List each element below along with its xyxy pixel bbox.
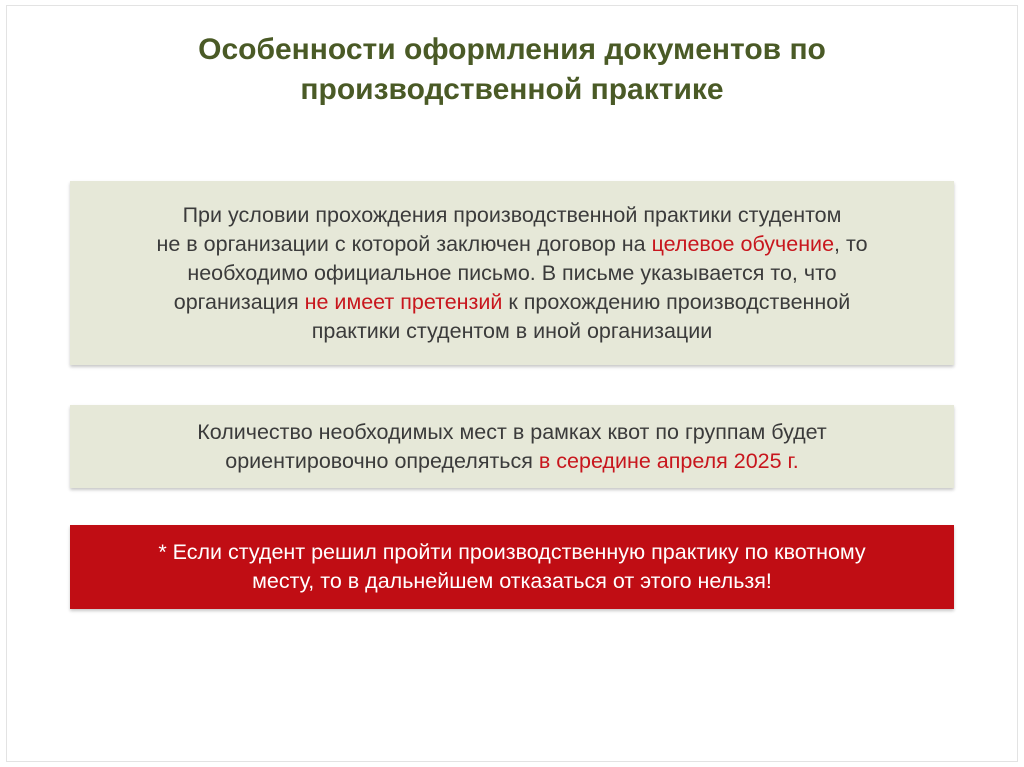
box1-line-2-text-b: , то: [834, 231, 868, 256]
box1-line-4-text-a: организация: [173, 289, 305, 314]
warning-line-1: * Если студент решил пройти производственную практику по квотному: [158, 540, 866, 564]
info-box-quota-places: [70, 405, 954, 488]
page-title: [0, 30, 1024, 110]
warning-box: [70, 525, 954, 609]
box1-line-5: практики студентом в иной организации: [311, 318, 713, 343]
box2-line-2: [70, 447, 954, 476]
box2-line-1: Количество необходимых мест в рамках квот по группам будет: [197, 419, 827, 444]
box1-line-2: [70, 230, 954, 259]
highlight-no-claims: не имеет претензий: [304, 289, 503, 314]
title-line-2: производственной практике: [300, 73, 724, 106]
box1-line-2-text-a: не в организации с которой заключен договор на: [156, 231, 652, 256]
box1-line-4: [70, 288, 954, 317]
title-line-1: Особенности оформления документов по: [198, 33, 826, 66]
box1-line-3: необходимо официальное письмо. В письме указывается то, что: [187, 260, 837, 285]
box1-line-1: При условии прохождения производственной практики студентом: [182, 202, 842, 227]
highlight-target-training: целевое обучение: [651, 231, 835, 256]
box1-line-4-text-b: к прохождению производственной: [502, 289, 851, 314]
info-box-official-letter: [70, 181, 954, 365]
warning-line-2: месту, то в дальнейшем отказаться от этого нельзя!: [252, 569, 772, 593]
highlight-date: в середине апреля 2025 г.: [538, 448, 799, 473]
box2-line-2-text-a: ориентировочно определяться: [225, 448, 539, 473]
slide-frame: [6, 5, 1018, 762]
